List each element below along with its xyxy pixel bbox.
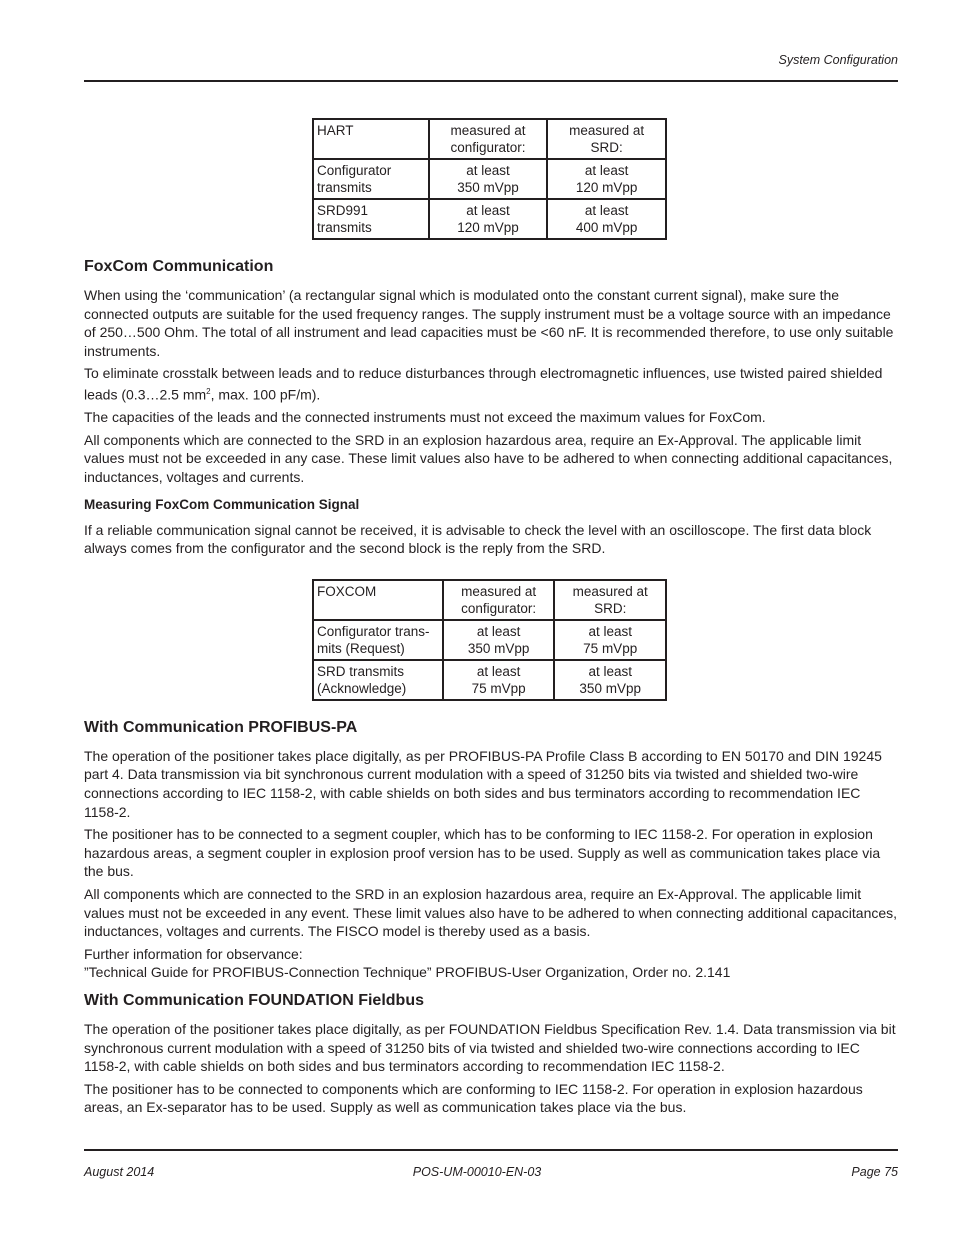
table-cell: SRD991 transmits [313,199,429,239]
table-cell: at least 120 mVpp [429,199,548,239]
table-cell: FOXCOM [313,580,443,620]
table-cell: SRD transmits (Acknowledge) [313,660,443,700]
table-cell: HART [313,119,429,159]
table-cell: Configurator trans- mits (Request) [313,620,443,660]
running-header: System Configuration [778,53,898,67]
paragraph-text: ”Technical Guide for PROFIBUS-Connection Technique” PROFIBUS-User Organization, Order no. 2.141 [84,964,731,981]
footer-doc-id: POS-UM-00010-EN-03 [412,1165,542,1179]
paragraph-text: To eliminate crosstalk between leads and to reduce disturbances through electromagnetic influences, use twisted paired shielded leads (0.3…2.5 mm [84,365,883,403]
table-cell: at least 350 mVpp [554,660,666,700]
footer-date: August 2014 [84,1165,155,1179]
profibus-paragraph [84,945,898,982]
foundation-paragraph: The positioner has to be connected to components which are conforming to IEC 1158-2. For operation in explosion hazardous areas, an Ex-separator has to be used. Supply as well as communication takes place via the bus. [84,1080,863,1116]
footer-rule [84,1149,898,1151]
table-cell: at least 75 mVpp [554,620,666,660]
foundation-heading: With Communication FOUNDATION Fieldbus [84,991,424,1009]
table-row [313,159,666,199]
superscript: 2 [206,386,211,396]
table-cell: at least 75 mVpp [443,660,555,700]
paragraph-text: , max. 100 pF/m). [210,386,321,403]
table-cell: measured at configurator: [429,119,548,159]
profibus-paragraph: The positioner has to be connected to a segment coupler, which has to be conforming to IEC 1158-2. For operation in explosion hazardous areas, a segment coupler in explosion proof version has to be used. Supply as well as communication takes place via the bus. [84,826,881,880]
table-cell: measured at SRD: [554,580,666,620]
foxcom-heading: FoxCom Communication [84,258,274,275]
foxcom-paragraph: When using the ‘communication’ (a rectangular signal which is modulated onto the constant current signal), make sure the connected outputs are suitable for the used frequency ranges. The supply instrument must be a voltage source with an impedance of 250…500 Ohm. The total of all instrument and lead capacities must be <60 nF. It is recommended therefore, to use only suitable instruments. [84,287,894,359]
foxcom-paragraph: If a reliable communication signal cannot be received, it is advisable to check the level with an oscilloscope. The first data block always comes from the configurator and the second block is the reply from the SRD. [84,521,872,557]
table-row [313,580,666,620]
table-row [313,660,666,700]
table-cell: Configurator transmits [313,159,429,199]
header-rule [84,80,898,82]
foxcom-paragraph [84,364,898,404]
profibus-heading: With Communication PROFIBUS-PA [84,718,358,736]
table-cell: at least 120 mVpp [547,159,666,199]
table-row [313,119,666,159]
table-row [313,199,666,239]
foxcom-paragraph: All components which are connected to the SRD in an explosion hazardous area, require an Ex-Approval. The applicable limit values must not be exceeded in any case. These limit values also have to be adhered to when connecting additional capacitances, inductances, voltages and currents. [84,431,893,485]
table-cell: at least 350 mVpp [443,620,555,660]
foxcom-paragraph: The capacities of the leads and the connected instruments must not exceed the maximum values for FoxCom. [84,409,766,426]
paragraph-text: Further information for observance: [84,945,303,962]
hart-table [312,118,667,240]
page-content [84,118,898,1117]
table-cell: at least 350 mVpp [429,159,548,199]
foxcom-table [312,579,667,701]
foundation-paragraph: The operation of the positioner takes place digitally, as per FOUNDATION Fieldbus Specification Rev. 1.4. Data transmission via bit synchronous current modulation with a speed of 31250 bits of via twisted and shielded two-wire connections according to IEC 1158-2, with cable shields on both sides and bus terminators according to recommendation IEC 1158-2. [84,1020,896,1075]
footer-page-number: Page 75 [851,1165,898,1179]
table-cell: measured at SRD: [547,119,666,159]
foxcom-subheading: Measuring FoxCom Communication Signal [84,496,360,512]
profibus-paragraph: All components which are connected to the SRD in an explosion hazardous area, require an Ex-Approval. The applicable limit values must not be exceeded in any event. These limit values also have to be adhered to when connecting additional capacitances, inductances, voltages and currents. The FISCO model is thereby used as a basis. [84,885,898,940]
table-row [313,620,666,660]
profibus-paragraph: The operation of the positioner takes place digitally, as per PROFIBUS-PA Profile Class B according to EN 50170 and DIN 19245 part 4. Data transmission via bit synchronous current modulation with a speed of 31250 bits via twisted and shielded two-wire connections according to IEC 1158-2, with cable shields on both sides and bus terminators according to recommendation IEC 1158-2. [84,747,882,820]
table-cell: measured at configurator: [443,580,555,620]
table-cell: at least 400 mVpp [547,199,666,239]
